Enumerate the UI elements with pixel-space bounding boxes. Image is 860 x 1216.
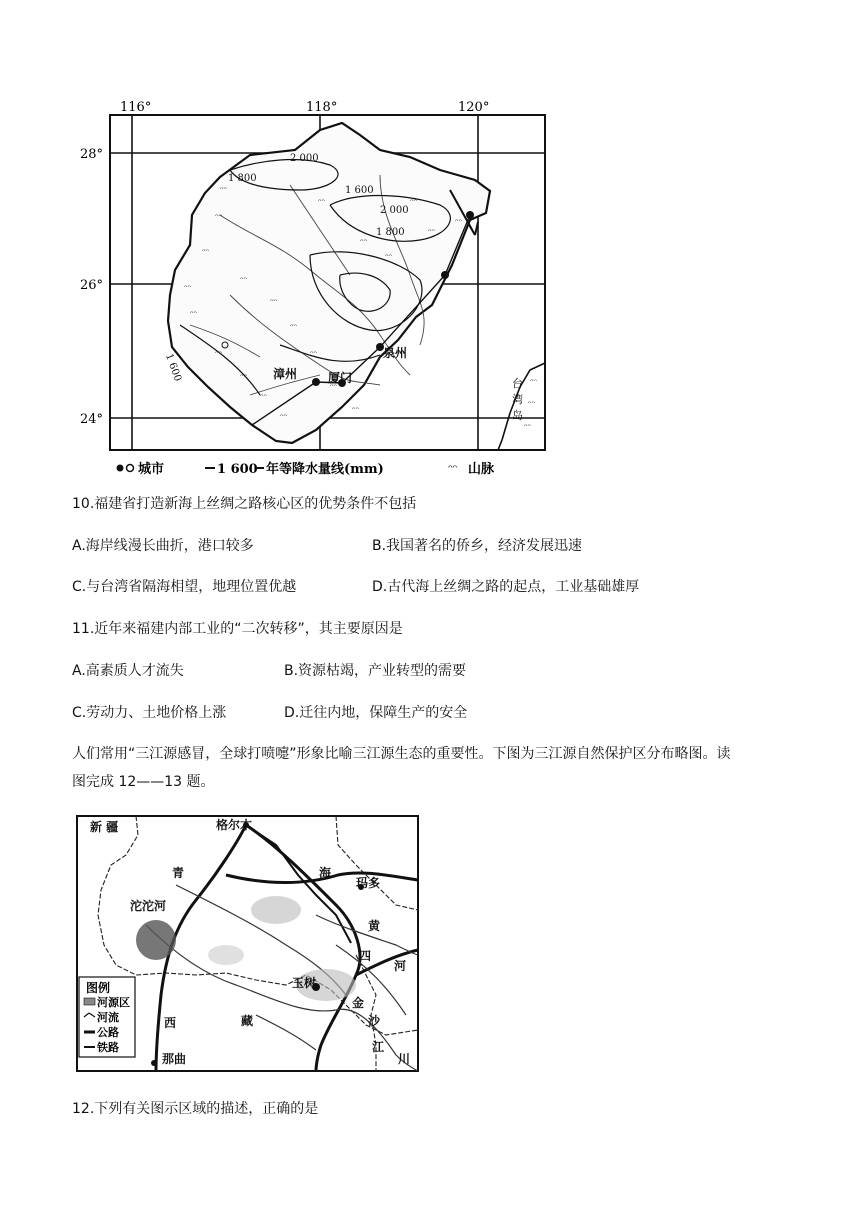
q11-option-a: A.高素质人才流失 <box>72 663 184 679</box>
fujian-province-outline <box>168 123 490 443</box>
fujian-map <box>80 95 555 480</box>
svg-text:ᵔᵔ: ᵔᵔ <box>455 218 462 228</box>
q11-option-d: D.迁往内地，保障生产的安全 <box>284 705 468 721</box>
svg-text:ᵔᵔ: ᵔᵔ <box>330 383 337 393</box>
roads <box>156 825 418 1071</box>
svg-text:ᵔᵔ: ᵔᵔ <box>290 323 297 333</box>
label-jiang: 江 <box>372 1040 385 1054</box>
legend-isohyet-value: 1 600 <box>217 462 258 477</box>
city-label-xiamen: 厦门 <box>328 371 353 385</box>
q10-option-c: C.与台湾省隔海相望，地理位置优越 <box>72 579 297 595</box>
label-hai: 海 <box>319 866 332 880</box>
label-yushu: 玉树 <box>292 976 317 990</box>
legend-mountain-label: 山脉 <box>468 462 495 477</box>
label-sha: 沙 <box>368 1014 381 1028</box>
intro-line-2: 图完成 12——13 题。 <box>72 774 215 790</box>
svg-text:ᵔᵔ: ᵔᵔ <box>352 406 359 416</box>
svg-text:ᵔᵔ: ᵔᵔ <box>528 400 535 410</box>
svg-text:ᵔᵔ: ᵔᵔ <box>240 276 247 286</box>
svg-text:ᵔᵔ: ᵔᵔ <box>240 373 247 383</box>
svg-text:ᵔᵔ: ᵔᵔ <box>202 248 209 258</box>
q11-stem: 11.近年来福建内部工业的“二次转移”，其主要原因是 <box>72 621 403 637</box>
map-legend <box>117 461 496 477</box>
svg-text:ᵔᵔ: ᵔᵔ <box>260 393 267 403</box>
q10-option-d: D.古代海上丝绸之路的起点，工业基础雄厚 <box>372 579 640 595</box>
label-xinjiang: 新 疆 <box>90 820 119 834</box>
lon-label-120: 120° <box>458 100 490 115</box>
label-jin: 金 <box>352 996 365 1010</box>
label-he: 河 <box>394 959 407 973</box>
legend-isohyet-label: 年等降水量线(mm) <box>266 462 384 477</box>
railway <box>246 825 351 943</box>
isohyet-label: 1 800 <box>228 173 257 184</box>
q12-stem: 12.下列有关图示区域的描述，正确的是 <box>72 1101 319 1117</box>
taiwan-label: 岛 <box>512 409 523 422</box>
label-si: 四 <box>359 949 372 963</box>
legend-source: 河源区 <box>97 996 130 1009</box>
label-xi: 西 <box>164 1016 177 1030</box>
svg-text:ᵔᵔ: ᵔᵔ <box>280 413 287 423</box>
lat-label-24: 24° <box>80 412 104 427</box>
svg-text:ᵔᵔ: ᵔᵔ <box>310 350 317 360</box>
q10-stem: 10.福建省打造新海上丝绸之路核心区的优势条件不包括 <box>72 496 417 512</box>
q10-option-b: B.我国著名的侨乡，经济发展迅速 <box>372 538 583 554</box>
legend-city-label: 城市 <box>138 462 165 477</box>
city-label-zhangzhou: 漳州 <box>273 367 298 381</box>
q11-option-c: C.劳动力、土地价格上涨 <box>72 705 227 721</box>
city-dot <box>151 1060 157 1066</box>
lat-label-26: 26° <box>80 278 104 293</box>
lat-label-28: 28° <box>80 147 104 162</box>
svg-text:ᵔᵔ: ᵔᵔ <box>270 298 277 308</box>
label-chuan: 川 <box>398 1052 411 1066</box>
label-tuotuo: 沱沱河 <box>130 899 167 913</box>
label-maduo: 玛多 <box>356 876 381 890</box>
isohyet-label: 2 000 <box>290 153 319 164</box>
svg-text:ᵔᵔ: ᵔᵔ <box>220 186 227 196</box>
isohyet-label: 2 000 <box>380 205 409 216</box>
svg-text:ᵔᵔ: ᵔᵔ <box>524 423 531 433</box>
legend-rail: 铁路 <box>97 1041 119 1054</box>
sanjiangyuan-map <box>76 815 420 1073</box>
label-naqu: 那曲 <box>162 1052 187 1066</box>
svg-text:ᵔᵔ: ᵔᵔ <box>318 198 325 208</box>
legend-mountain-icon: ᵔᵔ <box>448 462 458 476</box>
svg-text:ᵔᵔ: ᵔᵔ <box>385 253 392 263</box>
label-zang: 藏 <box>241 1014 254 1028</box>
svg-text:ᵔᵔ: ᵔᵔ <box>215 350 222 360</box>
lon-label-118: 118° <box>306 100 338 115</box>
legend-city-circle <box>127 465 134 472</box>
label-golmud: 格尔木 <box>216 818 253 832</box>
isohyet-label: 1 800 <box>376 227 405 238</box>
q11-option-b: B.资源枯竭，产业转型的需要 <box>284 663 467 679</box>
taiwan-label: 台 <box>512 377 523 390</box>
isohyet-label: 1 600 <box>162 352 184 383</box>
legend-title: 图例 <box>86 981 111 995</box>
river-source-areas <box>136 896 356 1001</box>
lon-label-116: 116° <box>120 100 152 115</box>
q10-option-a: A.海岸线漫长曲折，港口较多 <box>72 538 254 554</box>
svg-text:ᵔᵔ: ᵔᵔ <box>410 198 417 208</box>
legend-city-dot <box>117 465 124 472</box>
legend-road: 公路 <box>97 1026 119 1039</box>
svg-text:ᵔᵔ: ᵔᵔ <box>184 284 191 294</box>
isohyet-label: 1 600 <box>345 185 374 196</box>
map2-legend <box>79 977 135 1057</box>
svg-text:ᵔᵔ: ᵔᵔ <box>215 213 222 223</box>
city-label-quanzhou: 泉州 <box>383 346 408 360</box>
label-huang: 黄 <box>368 919 381 933</box>
svg-text:ᵔᵔ: ᵔᵔ <box>190 310 197 320</box>
svg-text:ᵔᵔ: ᵔᵔ <box>428 228 435 238</box>
intro-line-1: 人们常用“三江源感冒，全球打喷嚏”形象比喻三江源生态的重要性。下图为三江源自然保护区分布略图。读 <box>72 746 731 762</box>
taiwan-label: 湾 <box>512 393 523 406</box>
label-qing: 青 <box>172 866 185 880</box>
svg-text:ᵔᵔ: ᵔᵔ <box>530 378 537 388</box>
svg-text:ᵔᵔ: ᵔᵔ <box>360 238 367 248</box>
legend-river: 河流 <box>97 1011 119 1024</box>
